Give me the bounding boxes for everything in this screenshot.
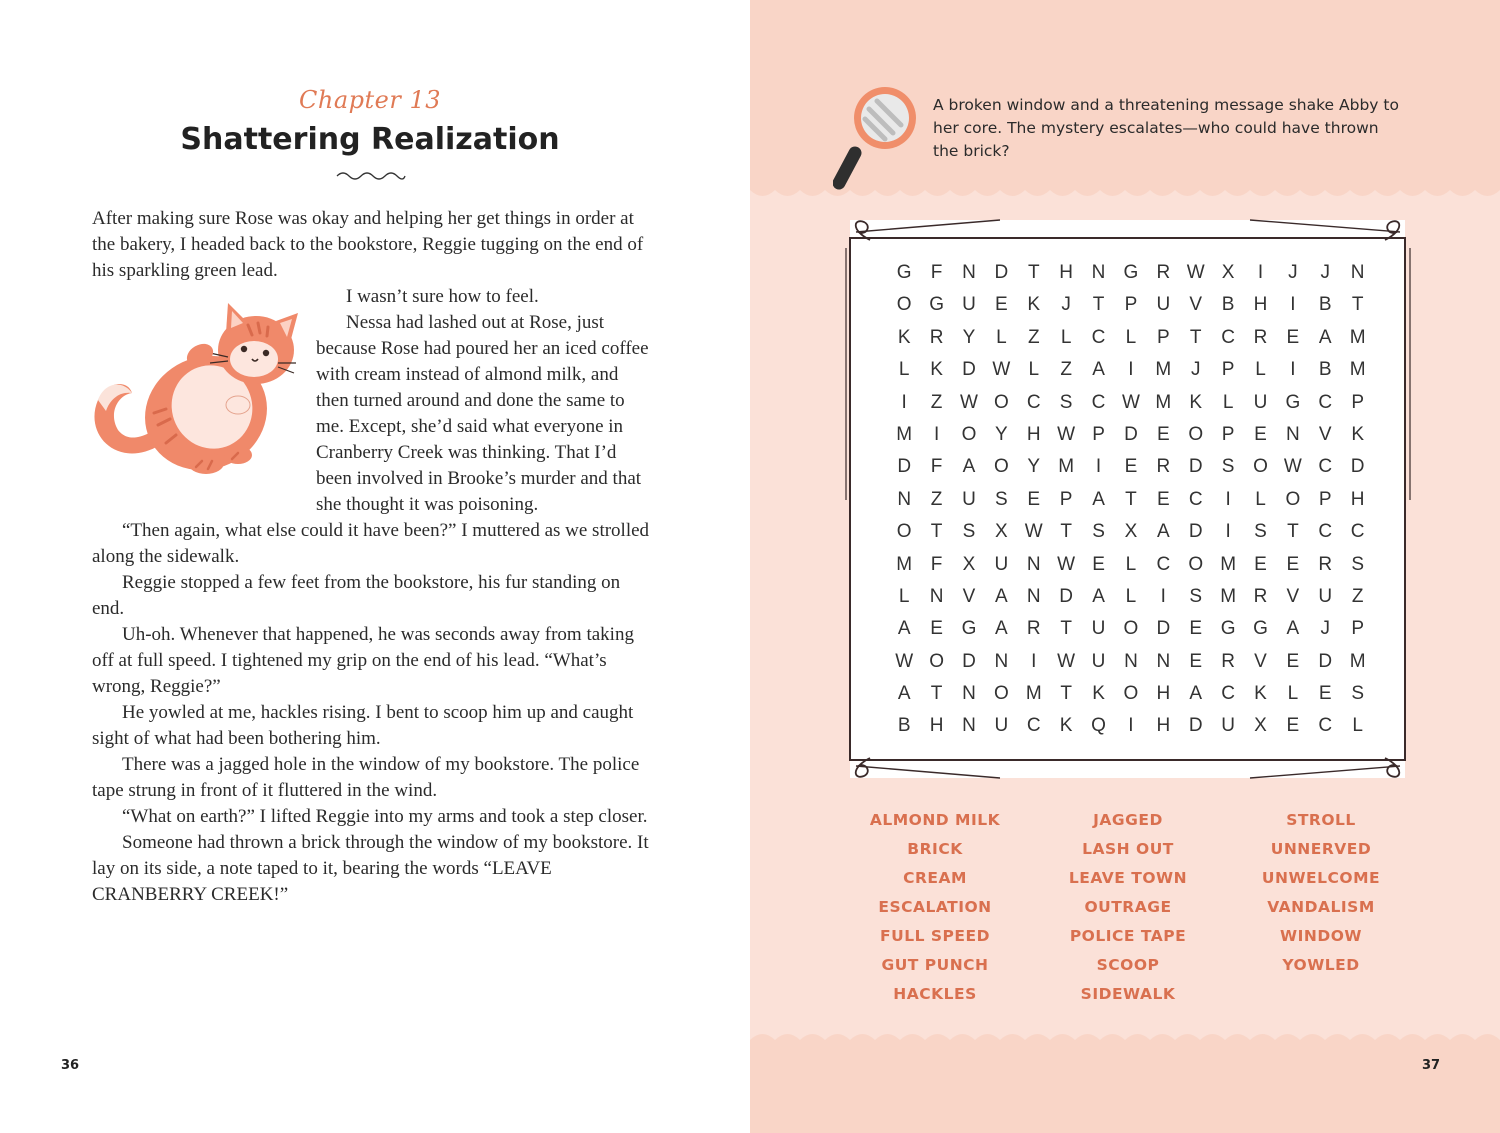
grid-letter[interactable]: I — [1095, 456, 1102, 478]
grid-letter[interactable]: U — [994, 715, 1009, 737]
grid-letter[interactable]: R — [1318, 553, 1333, 575]
grid-letter[interactable]: W — [1057, 423, 1076, 445]
grid-letter[interactable]: E — [1254, 423, 1267, 445]
grid-letter[interactable]: L — [1028, 359, 1040, 381]
grid-letter[interactable]: P — [1156, 326, 1170, 348]
story-paragraph: I wasn’t sure how to feel. — [346, 286, 539, 307]
grid-letter[interactable]: I — [1031, 650, 1037, 672]
grid-letter[interactable]: K — [1092, 683, 1105, 705]
grid-letter[interactable]: D — [1156, 618, 1171, 640]
grid-letter[interactable]: A — [1156, 521, 1170, 543]
grid-letter[interactable]: M — [1155, 391, 1172, 413]
word-list-item: POLICE TAPE — [1069, 927, 1187, 945]
grid-letter[interactable]: P — [1124, 294, 1138, 316]
grid-letter[interactable]: O — [1253, 456, 1268, 478]
grid-letter[interactable]: I — [901, 391, 907, 413]
grid-letter[interactable]: V — [1286, 585, 1300, 607]
grid-letter[interactable]: T — [1060, 521, 1072, 543]
grid-letter[interactable]: N — [962, 262, 976, 283]
word-list-item: LEAVE TOWN — [1068, 869, 1188, 887]
grid-letter[interactable]: I — [933, 423, 940, 445]
grid-letter[interactable]: R — [1253, 326, 1268, 348]
word-list-item: WINDOW — [1280, 927, 1362, 945]
grid-letter[interactable]: X — [1221, 262, 1235, 283]
grid-letter[interactable]: D — [1124, 423, 1138, 445]
grid-letter[interactable]: Z — [930, 391, 943, 413]
grid-letter[interactable]: G — [1253, 618, 1268, 640]
grid-letter[interactable]: R — [1221, 650, 1235, 672]
grid-letter[interactable]: V — [1189, 294, 1203, 316]
grid-letter[interactable]: S — [1189, 585, 1203, 607]
grid-letter[interactable]: S — [1254, 521, 1267, 543]
grid-letter[interactable]: L — [898, 585, 910, 607]
grid-row — [888, 516, 1374, 548]
grid-letter[interactable]: F — [930, 553, 943, 575]
grid-letter[interactable]: M — [1220, 585, 1237, 607]
story-paragraph: Someone had thrown a brick through the window of my bookstore. It lay on its side, a note taped to it, bearing the words “LEAVE CRANBERRY CREEK!” — [92, 832, 649, 905]
word-list-item: GUT PUNCH — [881, 956, 989, 974]
grid-letter[interactable]: C — [1188, 488, 1203, 510]
grid-letter[interactable]: B — [897, 715, 911, 737]
grid-letter[interactable]: N — [929, 585, 944, 607]
grid-row — [888, 678, 1374, 710]
word-list-item: ESCALATION — [878, 898, 992, 916]
grid-letter[interactable]: A — [995, 585, 1008, 607]
grid-letter[interactable]: W — [1057, 650, 1076, 672]
word-list-item: SIDEWALK — [1080, 985, 1176, 1003]
grid-letter[interactable]: I — [1290, 294, 1296, 316]
story-paragraph: Reggie stopped a few feet from the bookstore, his fur standing on end. — [92, 572, 621, 619]
grid-letter[interactable]: N — [962, 683, 976, 705]
grid-letter[interactable]: O — [961, 423, 977, 445]
grid-letter[interactable]: W — [992, 359, 1011, 381]
grid-letter[interactable]: K — [1059, 715, 1073, 737]
grid-letter[interactable]: W — [1057, 553, 1076, 575]
grid-letter[interactable]: E — [1286, 650, 1300, 672]
grid-letter[interactable]: O — [1285, 488, 1301, 510]
grid-letter[interactable]: N — [962, 715, 976, 737]
grid-row — [888, 257, 1374, 289]
grid-letter[interactable]: L — [1352, 715, 1363, 737]
grid-letter[interactable]: N — [1286, 423, 1300, 445]
bottom-scallop — [750, 1024, 1500, 1046]
grid-letter[interactable]: M — [1058, 456, 1075, 478]
grid-letter[interactable]: X — [1254, 715, 1267, 737]
grid-letter[interactable]: G — [896, 262, 912, 283]
grid-letter[interactable]: L — [1222, 391, 1234, 413]
grid-letter[interactable]: C — [1318, 456, 1333, 478]
puzzle-intro: A broken window and a threatening message shake Abby to her core. The mystery escalates—who could have thrown the brick? — [933, 96, 1399, 160]
grid-letter[interactable]: C — [1091, 326, 1106, 348]
grid-letter[interactable]: T — [1027, 262, 1040, 283]
grid-letter[interactable]: Z — [1351, 585, 1364, 607]
grid-letter[interactable]: O — [896, 294, 912, 316]
grid-letter[interactable]: R — [1156, 262, 1171, 283]
grid-letter[interactable]: A — [897, 683, 911, 705]
grid-letter[interactable]: N — [1156, 650, 1171, 672]
word-list-column — [835, 806, 1035, 1009]
grid-letter[interactable]: E — [1092, 553, 1105, 575]
grid-letter[interactable]: T — [930, 521, 943, 543]
grid-letter[interactable]: X — [962, 553, 976, 575]
grid-letter[interactable]: K — [897, 326, 911, 348]
grid-letter[interactable]: T — [1189, 326, 1202, 348]
grid-row — [888, 646, 1374, 678]
grid-letter[interactable]: T — [1060, 683, 1072, 705]
grid-letter[interactable]: E — [1318, 683, 1332, 705]
grid-letter[interactable]: U — [962, 488, 976, 510]
grid-letter[interactable]: I — [1225, 521, 1231, 543]
word-list-item: YOWLED — [1282, 956, 1360, 974]
grid-letter[interactable]: C — [1350, 521, 1365, 543]
grid-row — [888, 354, 1374, 386]
grid-letter[interactable]: V — [962, 585, 976, 607]
grid-letter[interactable]: A — [995, 618, 1008, 640]
grid-letter[interactable]: O — [993, 391, 1009, 413]
grid-letter[interactable]: A — [1318, 326, 1332, 348]
grid-letter[interactable]: I — [1128, 715, 1134, 737]
grid-letter[interactable]: F — [930, 456, 943, 478]
grid-row — [888, 419, 1374, 451]
grid-letter[interactable]: W — [960, 391, 978, 413]
grid-letter[interactable]: I — [1225, 488, 1231, 510]
grid-letter[interactable]: F — [930, 262, 943, 283]
grid-letter[interactable]: B — [1318, 294, 1332, 316]
word-list-item: BRICK — [907, 840, 963, 858]
word-list-item: HACKLES — [893, 985, 977, 1003]
grid-letter[interactable]: T — [1351, 294, 1364, 316]
grid-letter[interactable]: A — [1092, 488, 1105, 510]
grid-letter[interactable]: D — [1188, 715, 1203, 737]
grid-letter[interactable]: P — [1351, 618, 1364, 640]
grid-letter[interactable]: M — [1349, 650, 1366, 672]
grid-row — [888, 289, 1374, 321]
grid-letter[interactable]: G — [1123, 262, 1139, 283]
grid-letter[interactable]: N — [1091, 262, 1106, 283]
grid-letter[interactable]: U — [1318, 585, 1333, 607]
grid-row — [888, 322, 1374, 354]
word-list-item: VANDALISM — [1267, 898, 1375, 916]
grid-letter[interactable]: Y — [962, 326, 976, 348]
chapter-label: Chapter 13 — [299, 86, 441, 114]
grid-letter[interactable]: N — [897, 488, 912, 510]
word-list-column — [1028, 806, 1228, 1009]
grid-letter[interactable]: Y — [995, 423, 1008, 445]
grid-letter[interactable]: E — [1027, 488, 1041, 510]
grid-letter[interactable]: U — [1091, 618, 1106, 640]
grid-letter[interactable]: E — [1286, 715, 1300, 737]
word-list-item: ALMOND MILK — [869, 811, 1001, 829]
grid-letter[interactable]: G — [1285, 391, 1301, 413]
grid-letter[interactable]: W — [1283, 456, 1302, 478]
grid-letter[interactable]: T — [1092, 294, 1105, 316]
grid-letter[interactable]: C — [1221, 326, 1235, 348]
grid-letter[interactable]: D — [962, 359, 976, 381]
word-list-item: SCOOP — [1096, 956, 1160, 974]
grid-letter[interactable]: H — [1253, 294, 1268, 316]
story-paragraph: Uh-oh. Whenever that happened, he was seconds away from taking off at full speed. I tightened my grip on the end of his lead. “What’s wrong, Reggie?” — [92, 624, 634, 697]
grid-letter[interactable]: L — [996, 326, 1007, 348]
grid-letter[interactable]: M — [1220, 553, 1237, 575]
grid-letter[interactable]: R — [1156, 456, 1171, 478]
grid-letter[interactable]: Y — [1027, 456, 1041, 478]
grid-letter[interactable]: D — [897, 456, 912, 478]
grid-letter[interactable]: M — [1349, 326, 1366, 348]
grid-letter[interactable]: L — [1255, 359, 1266, 381]
grid-letter[interactable]: E — [930, 618, 943, 640]
grid-letter[interactable]: D — [1188, 456, 1203, 478]
grid-letter[interactable]: V — [1254, 650, 1267, 672]
grid-letter[interactable]: M — [896, 553, 913, 575]
grid-letter[interactable]: M — [1349, 359, 1366, 381]
grid-letter[interactable]: G — [1220, 618, 1236, 640]
grid-letter[interactable]: E — [1156, 488, 1170, 510]
grid-letter[interactable]: C — [1156, 553, 1171, 575]
grid-letter[interactable]: S — [1092, 521, 1105, 543]
grid-letter[interactable]: S — [1221, 456, 1235, 478]
grid-letter[interactable]: K — [1189, 391, 1203, 413]
grid-letter[interactable]: I — [1160, 585, 1166, 607]
grid-letter[interactable]: C — [1221, 683, 1235, 705]
grid-letter[interactable]: M — [1025, 683, 1042, 705]
grid-letter[interactable]: Z — [1060, 359, 1072, 381]
grid-letter[interactable]: N — [1124, 650, 1138, 672]
grid-letter[interactable]: V — [1318, 423, 1332, 445]
grid-letter[interactable]: C — [1091, 391, 1106, 413]
grid-letter[interactable]: L — [1125, 553, 1137, 575]
grid-letter[interactable]: E — [1189, 650, 1203, 672]
page-number-right: 37 — [1422, 1058, 1441, 1073]
grid-letter[interactable]: C — [1026, 715, 1041, 737]
grid-letter[interactable]: D — [1318, 650, 1333, 672]
grid-row — [888, 484, 1374, 516]
grid-letter[interactable]: C — [1318, 715, 1333, 737]
grid-letter[interactable]: U — [994, 553, 1009, 575]
grid-letter[interactable]: O — [1123, 618, 1139, 640]
grid-letter[interactable]: J — [1288, 262, 1298, 283]
grid-letter[interactable]: K — [1027, 294, 1041, 316]
grid-letter[interactable]: L — [1255, 488, 1266, 510]
grid-letter[interactable]: U — [962, 294, 976, 316]
grid-letter[interactable]: D — [962, 650, 976, 672]
word-list-item: JAGGED — [1093, 811, 1163, 829]
grid-letter[interactable]: A — [962, 456, 976, 478]
grid-letter[interactable]: S — [962, 521, 976, 543]
grid-letter[interactable]: O — [993, 456, 1009, 478]
grid-letter[interactable]: W — [1186, 262, 1205, 283]
grid-letter[interactable]: N — [1026, 585, 1041, 607]
grid-letter[interactable]: U — [1253, 391, 1268, 413]
grid-letter[interactable]: P — [1221, 359, 1235, 381]
grid-letter[interactable]: E — [1254, 553, 1267, 575]
grid-letter[interactable]: I — [1257, 262, 1264, 283]
grid-letter[interactable]: N — [994, 650, 1009, 672]
grid-letter[interactable]: R — [1026, 618, 1041, 640]
grid-letter[interactable]: E — [1286, 326, 1300, 348]
grid-letter[interactable]: T — [1060, 618, 1072, 640]
story-paragraphs — [92, 518, 654, 908]
grid-letter[interactable]: S — [1351, 553, 1364, 575]
grid-row — [888, 387, 1374, 419]
grid-letter[interactable]: R — [1253, 585, 1268, 607]
grid-letter[interactable]: S — [1059, 391, 1073, 413]
word-list-item: LASH OUT — [1082, 840, 1174, 858]
wrapped-paragraphs — [316, 284, 652, 518]
grid-row — [888, 549, 1374, 581]
grid-letter[interactable]: N — [1350, 262, 1365, 283]
grid-letter[interactable]: O — [993, 683, 1009, 705]
grid-letter[interactable]: P — [1318, 488, 1332, 510]
grid-row — [888, 581, 1374, 613]
bottom-band — [750, 1045, 1500, 1133]
grid-letter[interactable]: L — [1287, 683, 1299, 705]
word-list-item: FULL SPEED — [880, 927, 990, 945]
cat-illustration — [88, 295, 303, 490]
grid-letter[interactable]: Z — [930, 488, 943, 510]
story-paragraph: “Then again, what else could it have been?” I muttered as we strolled along the sidewalk. — [92, 520, 650, 567]
grid-letter[interactable]: I — [1128, 359, 1134, 381]
grid-letter[interactable]: I — [1290, 359, 1296, 381]
grid-letter[interactable]: B — [1318, 359, 1332, 381]
word-search-grid — [888, 257, 1374, 743]
grid-letter[interactable]: A — [1092, 585, 1105, 607]
word-list-column — [1221, 806, 1421, 980]
word-list-item: UNNERVED — [1270, 840, 1372, 858]
grid-letter[interactable]: E — [995, 294, 1008, 316]
grid-letter[interactable]: T — [1125, 488, 1137, 510]
grid-letter[interactable]: G — [929, 294, 944, 316]
grid-letter[interactable]: S — [995, 488, 1008, 510]
grid-letter[interactable]: B — [1221, 294, 1235, 316]
story-paragraph: There was a jagged hole in the window of my bookstore. The police tape strung in front of it fluttered in the wind. — [92, 754, 640, 801]
word-list-item: UNWELCOME — [1261, 869, 1381, 887]
grid-letter[interactable]: H — [1156, 683, 1171, 705]
story-paragraph: He yowled at me, hackles rising. I bent to scoop him up and caught sight of what had been bothering him. — [92, 702, 634, 749]
grid-letter[interactable]: C — [1318, 521, 1333, 543]
grid-letter[interactable]: O — [929, 650, 944, 672]
grid-letter[interactable]: O — [896, 521, 912, 543]
grid-letter[interactable]: O — [1188, 423, 1204, 445]
grid-letter[interactable]: T — [1287, 521, 1299, 543]
story-paragraph: “What on earth?” I lifted Reggie into my arms and took a step closer. — [122, 806, 648, 827]
story-paragraph: Nessa had lashed out at Rose, just because Rose had poured her an iced coffee with cream instead of almond milk, and then turned around and done the same to me. Except, she’d said what everyone in Cranberry Creek was thinking. That I’d been involved in Brooke’s murder and that she thought it was poisoning. — [316, 312, 649, 515]
grid-letter[interactable]: U — [1156, 294, 1171, 316]
grid-letter[interactable]: A — [1189, 683, 1203, 705]
grid-letter[interactable]: C — [1026, 391, 1041, 413]
grid-letter[interactable]: J — [1320, 618, 1331, 640]
grid-letter[interactable]: L — [1060, 326, 1072, 348]
grid-letter[interactable]: A — [897, 618, 911, 640]
grid-letter[interactable]: P — [1221, 423, 1235, 445]
grid-letter[interactable]: J — [1320, 262, 1331, 283]
grid-letter[interactable]: D — [1188, 521, 1203, 543]
grid-letter[interactable]: D — [1059, 585, 1074, 607]
grid-letter[interactable]: E — [1156, 423, 1170, 445]
title-divider — [335, 170, 407, 180]
grid-row — [888, 710, 1374, 742]
chapter-title: Shattering Realization — [180, 122, 560, 157]
right-page — [750, 0, 1500, 1133]
grid-letter[interactable]: W — [1024, 521, 1043, 543]
grid-letter[interactable]: T — [930, 683, 943, 705]
grid-letter[interactable]: H — [1156, 715, 1171, 737]
grid-letter[interactable]: K — [1254, 683, 1267, 705]
grid-letter[interactable]: M — [1155, 359, 1172, 381]
grid-letter[interactable]: N — [1026, 553, 1041, 575]
grid-letter[interactable]: C — [1318, 391, 1333, 413]
grid-letter[interactable]: H — [1350, 488, 1365, 510]
grid-letter[interactable]: O — [1123, 683, 1139, 705]
page-number-left: 36 — [61, 1058, 80, 1073]
intro-paragraph: After making sure Rose was okay and helping her get things in order at the bakery, I headed back to the bookstore, Reggie tugging on the end of his sparkling green lead. — [92, 208, 644, 281]
grid-letter[interactable]: K — [930, 359, 943, 381]
grid-letter[interactable]: L — [1125, 585, 1137, 607]
grid-letter[interactable]: E — [1286, 553, 1300, 575]
grid-letter[interactable]: Q — [1091, 715, 1106, 737]
grid-letter[interactable]: A — [1286, 618, 1300, 640]
grid-letter[interactable]: W — [895, 650, 914, 672]
word-list-item: OUTRAGE — [1084, 898, 1172, 916]
grid-letter[interactable]: X — [1124, 521, 1138, 543]
grid-letter[interactable]: H — [1026, 423, 1041, 445]
grid-letter[interactable]: G — [961, 618, 977, 640]
grid-letter[interactable]: K — [1351, 423, 1364, 445]
grid-letter[interactable]: H — [1059, 262, 1074, 283]
grid-letter[interactable]: L — [898, 359, 910, 381]
grid-letter[interactable]: P — [1059, 488, 1073, 510]
grid-letter[interactable]: H — [929, 715, 944, 737]
grid-letter[interactable]: P — [1092, 423, 1105, 445]
word-list-item: CREAM — [903, 869, 967, 887]
grid-letter[interactable]: E — [1189, 618, 1203, 640]
grid-letter[interactable]: U — [1091, 650, 1106, 672]
grid-letter[interactable]: R — [929, 326, 944, 348]
grid-letter[interactable]: X — [995, 521, 1008, 543]
grid-letter[interactable]: J — [1061, 294, 1071, 316]
grid-letter[interactable]: J — [1190, 359, 1201, 381]
grid-letter[interactable]: W — [1121, 391, 1140, 413]
grid-row — [888, 451, 1374, 483]
grid-letter[interactable]: O — [1188, 553, 1204, 575]
grid-row — [888, 613, 1374, 645]
grid-letter[interactable]: P — [1351, 391, 1364, 413]
grid-letter[interactable]: Z — [1027, 326, 1040, 348]
grid-letter[interactable]: M — [896, 423, 913, 445]
grid-letter[interactable]: A — [1092, 359, 1105, 381]
grid-letter[interactable]: L — [1125, 326, 1137, 348]
grid-letter[interactable]: U — [1221, 715, 1235, 737]
grid-letter[interactable]: S — [1351, 683, 1364, 705]
grid-letter[interactable]: D — [994, 262, 1009, 283]
grid-letter[interactable]: E — [1124, 456, 1138, 478]
grid-letter[interactable]: D — [1350, 456, 1365, 478]
word-list-item: STROLL — [1286, 811, 1356, 829]
